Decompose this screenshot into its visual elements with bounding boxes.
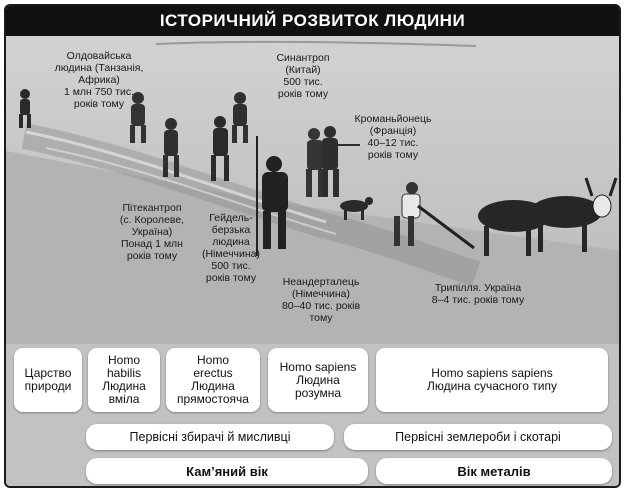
caption-heidelberg: Гейдель- берзька людина (Німеччина) 500 тис. років тому — [201, 212, 261, 284]
classification-panel — [6, 344, 619, 488]
figure-title: ІСТОРИЧНИЙ РОЗВИТОК ЛЮДИНИ — [6, 6, 619, 36]
box-kingdom-nature: Царство природи — [14, 348, 82, 412]
figure-walker — [232, 92, 248, 143]
box-homo-sapiens-sapiens: Homo sapiens sapiens Людина сучасного типу — [376, 348, 608, 412]
horizon — [156, 42, 476, 46]
evolution-illustration — [6, 36, 619, 344]
caption-neanderthal: Неандерталець (Німеччина) 80–40 тис. років тому — [281, 276, 361, 324]
box-homo-erectus: Homo erectus Людина прямостояча — [166, 348, 260, 412]
box-homo-habilis: Homo habilis Людина вміла — [88, 348, 160, 412]
caption-trypillia: Трипілля. Україна 8–4 тис. років тому — [431, 282, 525, 306]
caption-cromagnon: Кроманьйонець (Франція) 40–12 тис. років тому — [354, 113, 432, 161]
band-metal-age: Вік металів — [376, 458, 612, 484]
figure-erectus — [211, 116, 229, 181]
band-farmers-herders: Первісні землероби і скотарі — [344, 424, 612, 450]
box-homo-sapiens: Homo sapiens Людина розумна — [268, 348, 368, 412]
figure-olduvai — [19, 89, 31, 128]
figure-frame — [4, 4, 621, 488]
band-gatherers-hunters: Первісні збирачі й мисливці — [86, 424, 334, 450]
caption-olduvai: Олдовайська людина (Танзанія, Африка) 1 млн 750 тис. років тому — [54, 50, 144, 110]
figure-neanderthal — [306, 128, 324, 197]
caption-pithecanthropus: Пітекантроп (с. Королеве, Україна) Понад 1 млн років тому — [119, 202, 185, 262]
band-stone-age: Кам’яний вік — [86, 458, 368, 484]
caption-sinanthropus: Синантроп (Китай) 500 тис. років тому — [276, 52, 330, 100]
